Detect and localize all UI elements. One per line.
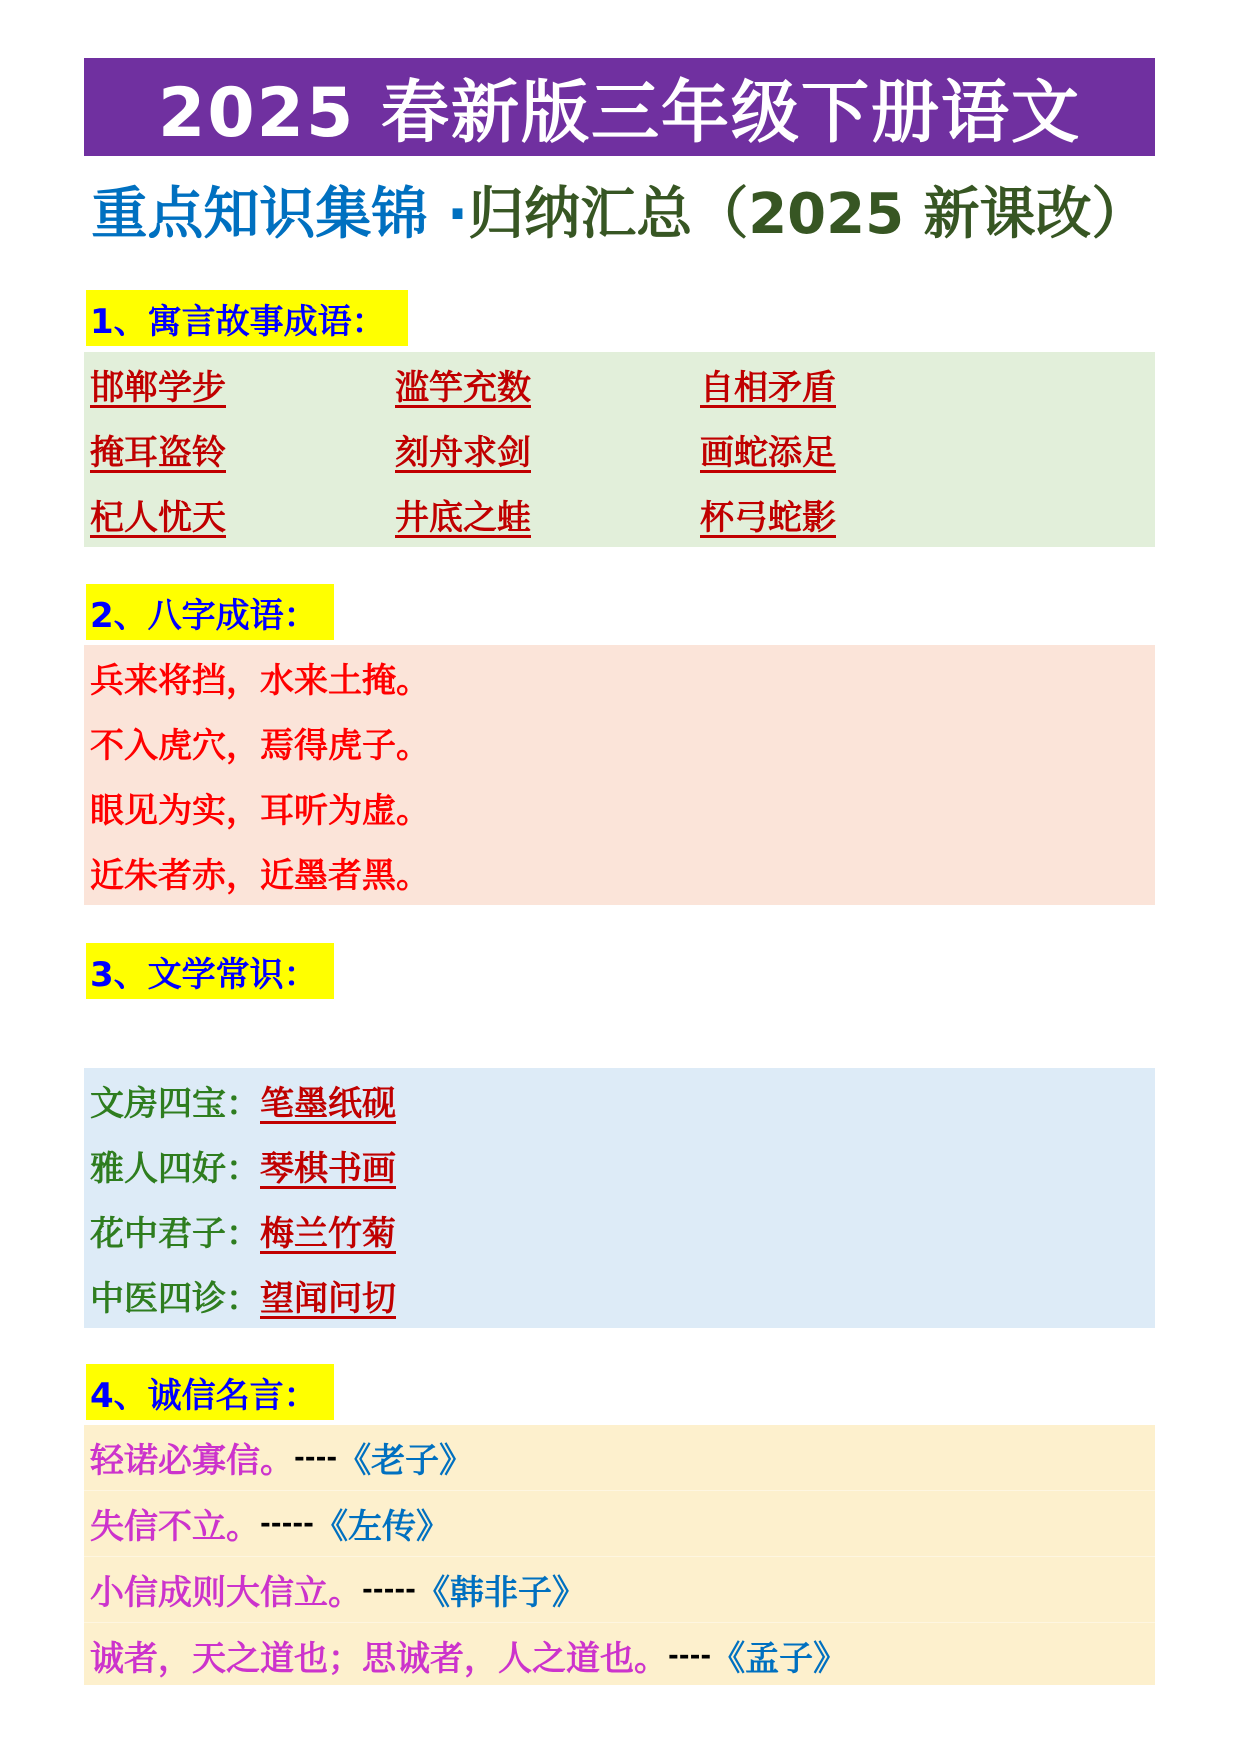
idiom-row [84, 352, 1155, 417]
quote-source: 《左传》 [313, 1507, 450, 1547]
quote-line [84, 1557, 1155, 1623]
literature-value: 笔墨纸砚 [260, 1084, 396, 1124]
idiom-line: 近朱者赤，近墨者黑。 [90, 856, 430, 896]
quote-dash: ----- [260, 1508, 314, 1539]
section-heading-eight-char: 2、八字成语： [86, 584, 334, 640]
literature-value: 琴棋书画 [260, 1149, 396, 1189]
idiom-row [84, 482, 1155, 547]
page-title: 2025 春新版三年级下册语文 [84, 58, 1155, 156]
quote-text: 轻诺必寡信。 [90, 1441, 294, 1481]
subtitle-part1: 重点知识集锦 · [91, 182, 469, 247]
literature-panel [84, 1068, 1155, 1328]
idiom: 画蛇添足 [700, 433, 836, 473]
page-subtitle [84, 170, 1155, 250]
literature-key: 花中君子： [90, 1214, 260, 1254]
literature-item [84, 1068, 1155, 1133]
quote-text: 失信不立。 [90, 1507, 260, 1547]
literature-key: 文房四宝： [90, 1084, 260, 1124]
eight-char-idioms-panel [84, 645, 1155, 905]
quote-text: 小信成则大信立。 [90, 1573, 362, 1613]
literature-item [84, 1198, 1155, 1263]
idiom-line: 兵来将挡，水来土掩。 [90, 661, 430, 701]
literature-key: 中医四诊： [90, 1279, 260, 1319]
literature-value: 梅兰竹菊 [260, 1214, 396, 1254]
quote-text: 诚者，天之道也；思诚者，人之道也。 [90, 1639, 668, 1679]
quote-dash: ---- [668, 1640, 712, 1671]
idiom: 杯弓蛇影 [700, 498, 836, 538]
literature-value: 望闻问切 [260, 1279, 396, 1319]
section-heading-literature: 3、文学常识： [86, 943, 334, 999]
fable-idioms-panel [84, 352, 1155, 547]
idiom-line: 不入虎穴，焉得虎子。 [90, 726, 430, 766]
quote-source: 《韩非子》 [415, 1573, 586, 1613]
idiom-line: 眼见为实，耳听为虚。 [90, 791, 430, 831]
integrity-quotes-panel [84, 1425, 1155, 1685]
idiom: 掩耳盗铃 [90, 433, 226, 473]
quote-line [84, 1491, 1155, 1557]
quote-dash: ---- [294, 1442, 338, 1473]
literature-key: 雅人四好： [90, 1149, 260, 1189]
quote-line [84, 1425, 1155, 1491]
quote-dash: ----- [362, 1574, 416, 1605]
idiom-row [84, 417, 1155, 482]
section-heading-integrity: 4、诚信名言： [86, 1364, 334, 1420]
idiom: 滥竽充数 [395, 368, 531, 408]
quote-source: 《孟子》 [711, 1639, 848, 1679]
literature-item [84, 1133, 1155, 1198]
subtitle-part2: 归纳汇总（2025 新课改） [468, 182, 1148, 247]
idiom: 杞人忧天 [90, 498, 226, 538]
idiom: 邯郸学步 [90, 368, 226, 408]
idiom: 刻舟求剑 [395, 433, 531, 473]
section-heading-fables: 1、寓言故事成语： [86, 290, 408, 346]
idiom: 自相矛盾 [700, 368, 836, 408]
literature-item [84, 1263, 1155, 1328]
quote-line [84, 1623, 1155, 1689]
quote-source: 《老子》 [337, 1441, 474, 1481]
idiom: 井底之蛙 [395, 498, 531, 538]
